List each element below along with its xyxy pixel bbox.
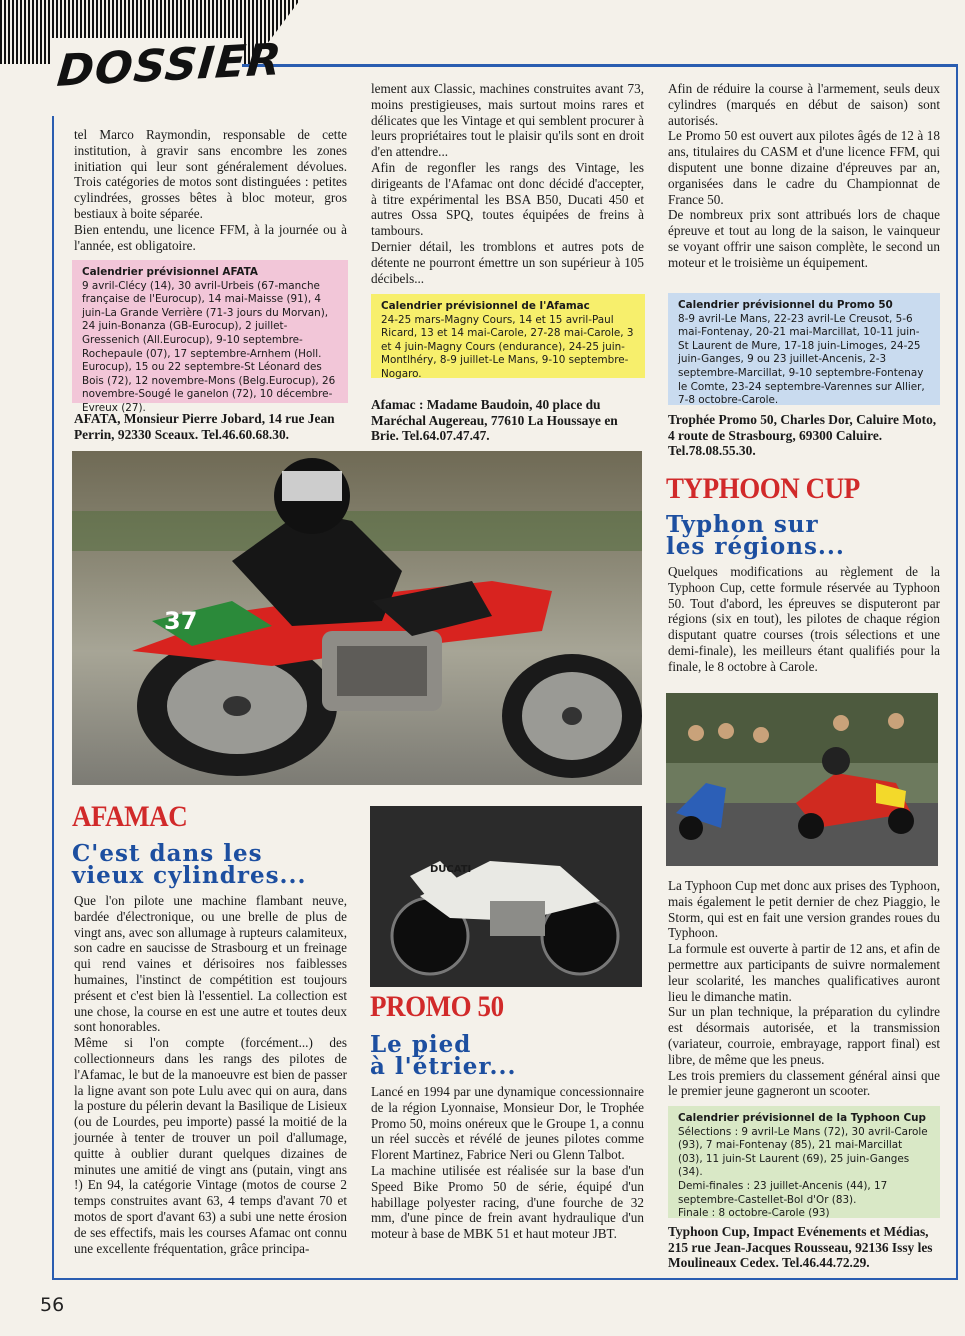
typhoon-subtitle-line: les régions... xyxy=(666,533,845,560)
afamac-calendar-text: 24-25 mars-Magny Cours, 14 et 15 avril-Paul Ricard, 13 et 14 mai-Carole, 27-28 mai-Carole, 3 et 4 juin-Magny Cours (endurance), 24-25 juin-Montlhéry, 8-9 juillet-Le Mans, 9-10 septembre-Nogaro. xyxy=(381,313,634,380)
typhoon-address: Typhoon Cup, Impact Evénements et Médias, 215 rue Jean-Jacques Rousseau, 92136 Issy les Moulineaux Cedex. Tel.46.44.72.29. xyxy=(668,1224,933,1271)
promo-bike-illustration xyxy=(370,806,642,987)
promo-subtitle xyxy=(370,1031,517,1080)
typhoon-calendar-line: Finale : 8 octobre-Carole (93) xyxy=(678,1207,830,1220)
promo-text xyxy=(371,1084,644,1242)
typhoon-text xyxy=(668,878,940,1099)
afamac-paragraph: Même si l'on compte (forcément...) des collectionneurs dans les rangs des pilotes de l'Afamac, le but de la manoeuvre est bien de passer la ligne avant son pote Lulu avec qui on aura, dans la posture du pélerin devant la Basilique de Lisieux (ou de Lourdes, peu importe) passé la moitié de la journée à tenter de trouver un poil d'allumage, quitte à oublier durant quelques dizaines de minutes une amitié de vingt ans (putain, vingt ans !) En 94, la catégorie Vintage (motos de course 2 temps construites avant 63, 4 temps d'avant 70 et motos de sport d'avant 63) a subi une nette érosion de ses effectifs, mais les courses Afamac ont connu une excellente fréquentation, grâce principa- xyxy=(74,1035,347,1256)
typhoon-paragraph: La formule est ouverte à partir de 12 ans, et afin de permettre aux participants de suivre normalement leur scolarité, les manches qualificatives auront lieu le dimanche matin. xyxy=(668,941,940,1004)
afamac-subtitle-line: C'est dans les xyxy=(72,840,263,867)
col2-paragraph: Afin de regonfler les rangs des Vintage, les dirigeants de l'Afamac ont donc décidé d'accepter, à titre expérimental les BSA B50, Ducati 450 et autres Ossa SPQ, toutes équipées de freins à tambours. xyxy=(371,159,644,239)
afamac-calendar-title: Calendrier prévisionnel de l'Afamac xyxy=(381,300,590,312)
col1-paragraph: Bien entendu, une licence FFM, à la journée ou à l'année, est obligatoire. xyxy=(74,221,347,253)
col2-text xyxy=(371,81,644,286)
col3-paragraph: Le Promo 50 est ouvert aux pilotes âgés de 12 à 18 ans, titulaires du CASM et d'une licence FFM, qui disputent une bonne dizaine d'épreuves par an, organisées dans le cadre du Championnat de France 50. xyxy=(668,128,940,207)
afamac-address: Afamac : Madame Baudoin, 40 place du Maréchal Augereau, 77610 La Houssaye en Brie. Tel.64.07.47.47. xyxy=(371,397,618,444)
typhoon-subtitle-line: Typhon sur xyxy=(666,511,819,538)
promo-address: Trophée Promo 50, Charles Dor, Caluire Moto, 4 route de Strasbourg, 69300 Caluire. Tel.78.08.55.30. xyxy=(668,412,937,459)
col2-paragraph: Dernier détail, les tromblons et autres pots de détente ne pourront émettre un son supérieur à 105 décibels... xyxy=(371,238,644,286)
afata-address: AFATA, Monsieur Pierre Jobard, 14 rue Jean Perrin, 92330 Sceaux. Tel.46.60.68.30. xyxy=(74,411,335,442)
typhoon-calendar-line: Demi-finales : 23 juillet-Ancenis (44), 17 septembre-Castellet-Bol d'Or (83). xyxy=(678,1179,888,1206)
page-number: 56 xyxy=(40,1294,65,1316)
promo-subtitle-line: Le pied xyxy=(370,1031,472,1058)
col2-paragraph: lement aux Classic, machines construites avant 73, moins prestigieuses, mais surtout moins rares et délicates que les Vintage et qui semblent procurer à leurs propriétaires tout le plaisir qu'ils sont en droit d'en attendre... xyxy=(371,81,644,160)
typhoon-calendar-box xyxy=(668,1106,940,1218)
typhoon-paragraph: Les trois premiers du classement général ainsi que le premier jeune gagneront un scooter. xyxy=(668,1067,940,1099)
typhoon-subtitle xyxy=(666,511,845,560)
typhoon-section-title: TYPHOON CUP xyxy=(666,472,860,505)
promo-calendar-title: Calendrier prévisionnel du Promo 50 xyxy=(678,299,893,311)
col3-text xyxy=(668,81,940,271)
afata-calendar-box xyxy=(72,260,348,414)
promo-calendar-box xyxy=(668,293,940,405)
classic-racer-photo xyxy=(72,451,642,785)
promo-section-title: PROMO 50 xyxy=(370,990,504,1023)
col3-paragraph: Afin de réduire la course à l'armement, seuls deux cylindres (marqués en début de saison) sont autorisés. xyxy=(668,81,940,128)
afamac-text xyxy=(74,893,347,1256)
col1-intro xyxy=(74,127,347,253)
promo-paragraph: La machine utilisée est réalisée sur la base d'un Speed Bike Promo 50 de série, équipé d'un habillage polyester racing, d'une fourche de 32 mm, d'une pince de frein avant hydraulique d'un moteur à base de MBK 51 et haut moteur JBT. xyxy=(371,1162,644,1242)
scooter-race-photo xyxy=(666,693,938,866)
afata-calendar-text: 9 avril-Clécy (14), 30 avril-Urbeis (67-manche française de l'Eurocup), 14 mai-Maisse (91), 4 juin-La Grande Verrière (71-3 jours du Morvan), 24 juin-Bonanza (GB-Eurocup), 2 juillet-Gressenich (All.Eurocup), 9-10 septembre-Rochepaule (07), 17 septembre-Arnhem (Holl. Eurocup), 15 ou 22 septembre-St Léonard des Bois (72), 12 novembre-Mons (Belg.Eurocup), 26 novembre-Sougé le ganelon (72), 10 décembre-Evreux (27). xyxy=(82,279,336,414)
promo-paragraph: Lancé en 1994 par une dynamique concessionnaire de la région Lyonnaise, Monsieur Dor, le Trophée Promo 50, moins onéreux que le Groupe 1, a connu un réel succès et révélé de jeunes pilotes comme Florent Martinez, Fabrice Neri ou Glenn Talbot. xyxy=(371,1084,644,1163)
typhoon-intro: Quelques modifications au règlement de la Typhoon Cup, cette formule réservée au Typhoon 50. Tout d'abord, les épreuves se disputeront par régions (six en tout), les pilotes de chaque région disputant quatre courses (trois sélections et une demi-finale), les meilleurs étant qualifiés pour la finale, le 8 octobre à Carole. xyxy=(668,564,940,674)
section-label: DOSSIER xyxy=(55,34,284,97)
promo-bike-photo xyxy=(370,806,642,987)
typhoon-calendar-title: Calendrier prévisionnel de la Typhoon Cup xyxy=(678,1112,926,1124)
afamac-subtitle-line: vieux cylindres... xyxy=(72,862,307,889)
afamac-subtitle xyxy=(72,840,307,889)
afata-calendar-title: Calendrier prévisionnel AFATA xyxy=(82,266,258,278)
bike-race-number: 37 xyxy=(164,607,198,635)
promo-calendar-text: 8-9 avril-Le Mans, 22-23 avril-Le Creusot, 5-6 mai-Fontenay, 20-21 mai-Marcillat, 10-11 juin-St Laurent de Mure, 17-18 juin-Limoges, 24-25 juin-Ganges, 9 ou 23 juillet-Ancenis, 2-3 septembre-Marcillat, 9-10 septembre-Fontenay le Comte, 23-24 septembre-Varennes sur Allier, 7-8 octobre-Carole. xyxy=(678,312,925,407)
classic-racer-illustration xyxy=(72,451,642,785)
afamac-calendar-box xyxy=(371,294,645,378)
typhoon-paragraph: Sur un plan technique, la préparation du cylindre est désormais autorisée, et la transmission (variateur, courroie, embrayage, rapport final) est libre, de même que les pneus. xyxy=(668,1004,940,1067)
promo-bike-brand: DUCATI xyxy=(430,864,472,875)
typhoon-calendar-line: Sélections : 9 avril-Le Mans (72), 30 avril-Carole (93), 7 mai-Fontenay (85), 21 mai-Marcillat (03), 11 juin-St Laurent (69), 25 juin-Ganges (34). xyxy=(678,1125,928,1179)
col3-paragraph: De nombreux prix sont attribués lors de chaque épreuve et tout au long de la saison, le vainqueur se voyant offrir une saison complète, le second un moteur et le troisième un équipement. xyxy=(668,207,940,270)
afamac-section-title: AFAMAC xyxy=(72,800,188,833)
scooter-race-illustration xyxy=(666,693,938,866)
typhoon-paragraph: La Typhoon Cup met donc aux prises des Typhoon, mais également le petit dernier de chez Piaggio, le Storm, qui est en fait une version grandes roues du Typhoon. xyxy=(668,878,940,941)
col1-paragraph: tel Marco Raymondin, responsable de cette institution, à gravir sans encombre les zones initiation qui leur sont généralement dévolues. Trois catégories de motos sont distinguées : petites cylindrées, grosses bêtes à bloc moteur, gros bestiaux à boite séparée. xyxy=(74,127,347,221)
afamac-paragraph: Que l'on pilote une machine flambant neuve, bardée d'électronique, ou une brelle de plus de vingt ans, avec son allumage à rupteurs calamiteux, son cadre en saucisse de Strasbourg et un freinage qui rend vaines et dérisoires nos faiblesses humaines, l'instinct de compétition est toujours présent et c'est bien là l'essentiel. La collection est une chose, la course en est une autre et toutes deux sont honorables. xyxy=(74,893,347,1035)
promo-subtitle-line: à l'étrier... xyxy=(370,1053,517,1080)
